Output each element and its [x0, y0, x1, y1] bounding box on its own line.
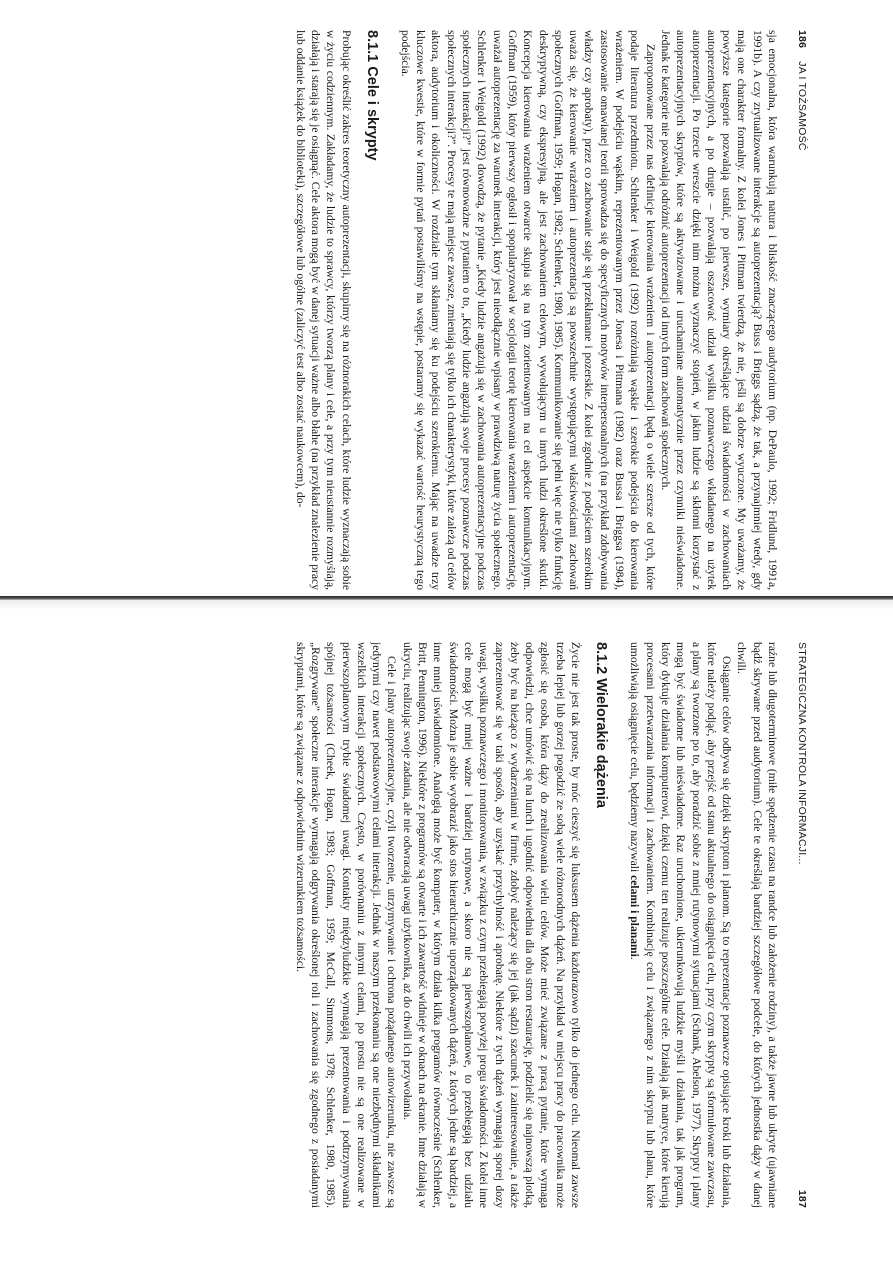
running-head-title: STRATEGICZNA KONTROLA INFORMACJI... [796, 642, 808, 865]
page-number: 187 [796, 1189, 808, 1208]
running-head-title: JA I TOŻSAMOŚĆ [796, 61, 808, 151]
paragraph-text: Osiąganie celów odbywa się dzięki skryptom i planom. Są to reprezentacje poznawcze opisujące kroki lub działania, które należy podjąć, aby przejść od stanu aktualnego do osiągnięcia celu, przy czym skrypty są sformułowane zawczasu, a plany są tworzone po to, aby poradzić sobie z mniej rutynowymi sytuacjami (Schank, Abelson, 1977). Skrypty i plany mogą być świadome lub nieświadome. Raz uruchomione, ukierunkowują ludzkie myśli i działania, tak jak program, który dyktuje działania komputerowi, dzięki czemu ten realizuje poszczególne cele. Działają jak matryce, które kierują procesami przetwarzania informacji i zachowaniem. Kombinację celu i związanego z nim skryptu lub planu, które umożliwiają osiągnięcie celu, będziemy nazywali [628, 642, 734, 1208]
running-header [790, 642, 808, 1208]
page-number: 186 [796, 30, 808, 49]
paragraph: Zaproponowane przez nas definicje kierowania wrażeniem i autoprezentacji będą o wiele szersze od tych, które podaje literatura przedmiotu. Schlenker i Weigold (1992) rozróżniają wąskie i szerokie podejścia do kierowania wrażeniem. W podejściu wąskim, reprezentowanym przez Jonesa i Pittmana (1982) oraz Bussa i Briggsa (1984), zastosowanie omawianej teorii sprowadza się do specyficznych motywów interpersonalnych (na przykład zdobywania władzy czy aprobaty), przez co zachowanie staje się przekłamane i pozerskie. Z kolei zgodnie z podejściem szerokim uważa się, że kierowanie wrażeniem i autoprezentacja są powszechnie występującymi właściwościami zachowań społecznych (Goffman, 1959; Hogan, 1982; Schlenker, 1980, 1985). Kommunikowanie się pełni więc nie tylko funkcję deskryptywną, czy ekspresyjną, ale jest zachowaniem celowym, wywołującym u innych ludzi określone skutki. Koncepcja kierowania wrażeniem otwarcie skupia się na tym zorientowanym na cel aspekcie komunikacyjnym. Goffman (1959), który pierwszy ogłosił i spopularyzował w socjologii teorię kierowania wrażeniem i autoprezentację, uważał autoprezentację za warunek interakcji, który jest nieodłącznie wpisany w prawdziwą naturę życia społecznego. Schlenker i Weigold (1992) dowodzą, że pytanie „Kiedy ludzie angażują się w zachowania autoprezentacyjne podczas społecznych interakcji?” jest równoważne z pytaniem o to, „Kiedy ludzie angażują swoje procesy poznawcze podczas społecznych interakcji?”. Procesy te mają miejsce zawsze, zmieniają się tylko ich charakterystyki, które zależą od celów aktora, audytorium i okoliczności. W rozdziale tym skłaniamy się ku podejściu szerokiemu. Mając na uwadze trzy kluczowe kwestie, które w formie pytań postawiliśmy na wstępie, postaramy się wykazać wartość heurystyczną tego podejścia. [398, 30, 657, 590]
paragraph: Cele i plany autoprezentacyjne, czyli tworzenie, utrzymywanie i ochrona pożądanego autowizerunku, nie zawsze są jedynymi czy nawet podstawowymi celami interakcji. Jednak w naszym przekonaniu są one niezbędnymi składnikami wszelkich interakcji społecznych. Często, w porównaniu z innymi celami, po prostu nie są one realizowane w pierwszoplanowym trybie świadomej uwagi. Kontakty międzyludzkie wymagają prezentowania i podtrzymywania spójnej tożsamości (Cheek, Hogan, 1983; Goffman, 1959; McCall, Simmons, 1978; Schlenker, 1980, 1985). „Rozgrywane” społeczne interakcje wymagają odgrywania określonej roli i zachowania się zgodnego z posiadanymi skryptami, które są związane z odpowiednim wizerunkiem tożsamości. [293, 642, 399, 1208]
section-heading: 8.1.1 Cele i skrypty [363, 30, 380, 161]
running-header [790, 30, 808, 590]
left-page [68, 30, 808, 590]
fold-shadow [0, 600, 893, 610]
paragraph: sja emocjonalna, która warunkują natura i bliskość znaczącego audytorium (np. DePaulo, 1992; Fridlund, 1991a, 1991b). A czy zrytualizowane interakcje są autoprezentacją? Buss i Briggs sądzą, że tak, a przynajmniej wtedy, gdy mają one charakter formalny. Z kolei Jones i Pittman twierdzą, że nie, jeśli są dobrze wyuczone. My uważamy, że powyższe kategorie pozwalają ustalić, po pierwsze, wymiary określające udział świadomości w zachowaniach autoprezentacyjnych, a po drugie – pozwalają oszacować udział wysiłku poznawczego wkładanego na użytek autoprezentacji. Po trzecie wreszcie dzięki nim można wyznaczyć stopień, w jakim ludzie są skłonni korzystać z autoprezentacyjnych skryptów, które są aktywizowane i uruchamiane automatycznie przez czynniki nieświadome. Jednak te kategorie nie pozwalają odróżnić autoprezentacji od innych form zachowań społecznych. [658, 30, 779, 590]
section-heading: 8.1.2 Wielorakie dążenia [593, 642, 610, 808]
paragraph-text: . [628, 956, 642, 960]
right-page [68, 642, 808, 1208]
paragraph [627, 642, 734, 1208]
paragraph: Probując określić zakres teoretyczny autoprezentacji, skupimy się na różnorakich celach, które ludzie wyznaczają sobie w życiu codziennym. Zakładamy, że ludzie to sprawcy, którzy tworzą plany i cele, a przy tym nieustannie rozmyślają, działają i starają się je osiągnąć. Cele aktora mogą być w danej sytuacji ważne albo błahe (na przykład znalezienie pracy lub oddanie książek do biblioteki), szczegółowe lub ogólne (zaliczyć test albo zostać naukowcem), do- [293, 30, 353, 590]
bold-term: celami i planami [628, 875, 642, 957]
paragraph: raźne lub długoterminowe (miłe spędzenie czasu na randce lub założenie rodziny), a także jawne lub ukryte (ujawniane bądź skrywane przed audytorium). Cele te określają bardziej szczegółowe podcele, do których jednostka dąży w danej chwili. [735, 642, 779, 1208]
paragraph: Życie nie jest tak proste, by móc cieszyć się luksusem dążenia każdorazowo tylko do jednego celu. Nieomal zawsze trzeba lepiej lub gorzej pogodzić ze sobą wiele różnorodnych dążeń. Na przykład w miejscu pracy do pracownika może zgłosić się osoba, która dąży do zrealizowania wielu celów. Może mieć związane z pracą pytanie, które wymaga odpowiedzi, chce umówić się na lunch i ugodnić odpowiednia dla obu stron restaurację, podzielić się najnowszą plotką, żeby być na bieżąco z wydarzeniami w firmie, zdobyć należący się jej (jak sądzi) szacunek i zainteresowanie, a także zaprezentować się w taki sposób, aby uzyskać przychylność i aprobatę. Niektóre z tych dążeń wymagają sporej dozy uwagi, wysiłku poznawczego i monitorowania, w związku z czym przebiegają powyżej progu świadomości. Z kolei inne cele mogą być mniej ważne i bardziej rutynowe, a skoro nie są pierwszoplanowe, to przebiegają bez udziału świadomości. Można je sobie wyobrazić jako stos hierarchicznie uporządkowanych dążeń, z których jedne są bardziej, a inne mniej uświadomione. Analogią może być komputer, w którym działa kilka programów równocześnie (Schlenker, Britt, Pennington, 1996). Niektóre z programów są otwarte i ich zawartość widnieje w oknach na ekranie. Inne działają w ukryciu, realizując swoje zadania, ale nie odwracają uwagi użytkownika, aż do chwili ich przywołania. [400, 642, 583, 1208]
